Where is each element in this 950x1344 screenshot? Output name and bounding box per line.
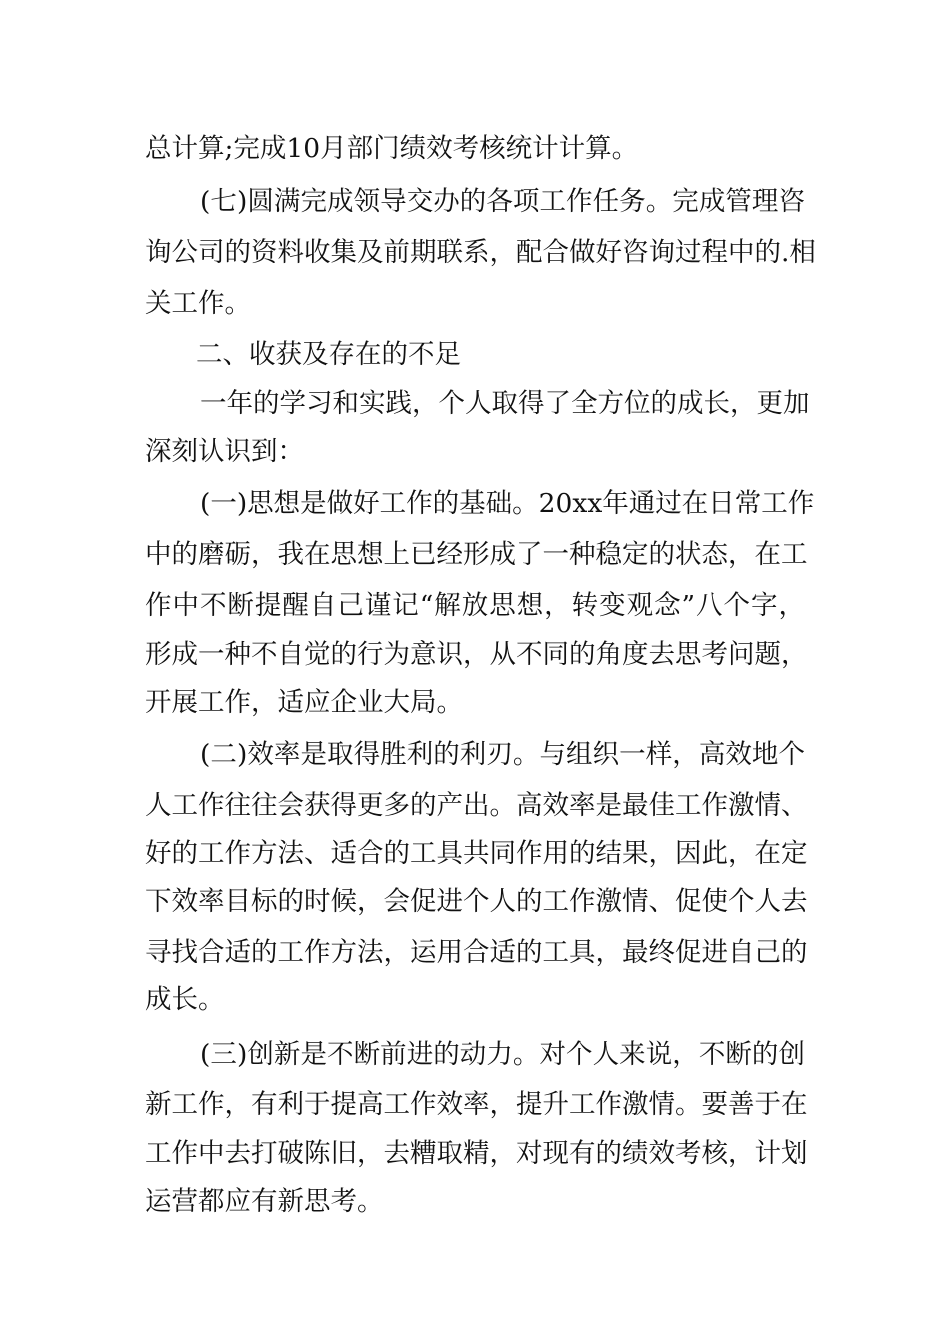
section-heading: 二、收获及存在的不足	[196, 339, 461, 370]
text-line-12: 开展工作，适应企业大局。	[145, 687, 463, 718]
text-line-21: 工作中去打破陈旧，去糟取精，对现有的绩效考核，计划	[145, 1138, 808, 1169]
text-line-3: 询公司的资料收集及前期联系，配合做好咨询过程中的.相	[145, 237, 816, 268]
text-line-8: (一)思想是做好工作的基础。20xx年通过在日常工作	[200, 488, 815, 519]
text-line-14: 人工作往往会获得更多的产出。高效率是最佳工作激情、	[145, 790, 808, 821]
text-line-15: 好的工作方法、适合的工具共同作用的结果，因此，在定	[145, 838, 808, 869]
text-line-17: 寻找合适的工作方法，运用合适的工具，最终促进自己的	[145, 937, 808, 968]
text-line-6: 一年的学习和实践，个人取得了全方位的成长，更加	[200, 388, 810, 419]
text-line-4: 关工作。	[145, 288, 251, 319]
text-line-22: 运营都应有新思考。	[145, 1186, 384, 1217]
text-line-7: 深刻认识到：	[145, 436, 304, 467]
text-line-20: 新工作，有利于提高工作效率，提升工作激情。要善于在	[145, 1089, 808, 1120]
text-line-19: (三)创新是不断前进的动力。对个人来说，不断的创	[200, 1039, 805, 1070]
text-line-2: (七)圆满完成领导交办的各项工作任务。完成管理咨	[200, 186, 805, 217]
text-line-16: 下效率目标的时候，会促进个人的工作激情、促使个人去	[145, 886, 808, 917]
text-line-11: 形成一种不自觉的行为意识，从不同的角度去思考问题，	[145, 639, 808, 670]
text-line-9: 中的磨砺，我在思想上已经形成了一种稳定的状态，在工	[145, 539, 808, 570]
text-line-10: 作中不断提醒自己谨记“解放思想，转变观念”八个字，	[145, 590, 805, 621]
text-line-1: 总计算;完成10月部门绩效考核统计计算。	[145, 133, 639, 164]
text-line-13: (二)效率是取得胜利的利刃。与组织一样，高效地个	[200, 739, 805, 770]
text-line-18: 成长。	[145, 984, 225, 1015]
